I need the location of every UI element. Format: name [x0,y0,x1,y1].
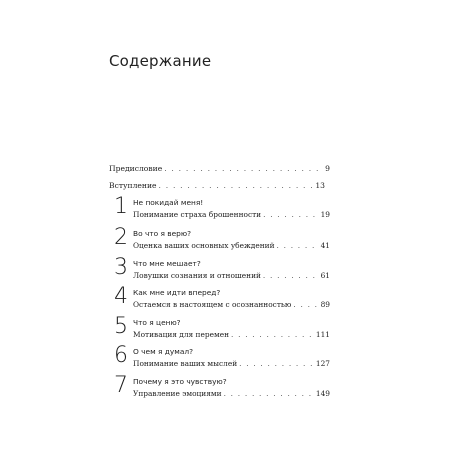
chapter-subtitle: Мотивация для перемен [133,330,229,339]
chapter-page: 127 [315,359,330,368]
chapter-title: Во что я верю? [133,229,192,238]
chapter-subtitle: Понимание ваших мыслей [133,359,238,368]
dot-leader [231,330,314,340]
dot-leader [164,164,323,173]
chapter-page: 111 [315,330,330,339]
dot-leader [263,271,319,281]
dot-leader [224,389,314,399]
chapter-subtitle-row [133,359,330,369]
chapter-page: 149 [315,389,330,398]
page-title: Содержание [109,52,212,70]
toc-chapter-5 [114,314,330,348]
dot-leader [263,210,318,220]
chapter-subtitle: Ловушки сознания и отношений [133,271,261,280]
toc-chapter-3 [114,255,330,289]
chapter-subtitle-row [133,241,330,251]
chapter-subtitle-row [133,330,330,340]
toc-entry-label: Вступление [109,181,157,190]
toc-entry-page: 9 [325,164,330,173]
chapter-title: Что мне мешает? [133,259,201,268]
toc-entry-label: Предисловие [109,164,163,173]
chapter-number: 2 [114,225,128,250]
toc-entry-introduction [109,181,325,190]
toc-entry-preface [109,164,330,173]
chapter-subtitle-row [133,300,330,310]
toc-chapter-7 [114,373,330,407]
chapter-title: О чем я думал? [133,347,194,356]
dot-leader [159,181,314,190]
toc-chapter-4 [114,284,330,318]
chapter-subtitle: Оценка ваших основных убеждений [133,241,275,250]
chapter-subtitle-row [133,271,330,281]
dot-leader [239,359,314,369]
chapter-subtitle: Остаемся в настоящем с осознанностью [133,300,292,309]
chapter-number: 3 [114,255,128,280]
chapter-page: 89 [320,300,330,309]
chapter-subtitle-row [133,210,330,220]
chapter-page: 41 [320,241,330,250]
chapter-number: 7 [114,373,128,398]
chapter-title: Что я ценю? [133,318,181,327]
chapter-title: Как мне идти вперед? [133,288,221,297]
dot-leader [277,241,319,251]
chapter-number: 6 [114,343,128,368]
toc-chapter-6 [114,343,330,377]
toc-chapter-2 [114,225,330,259]
toc-chapter-1 [114,194,330,228]
chapter-title: Не покидай меня! [133,198,204,207]
chapter-subtitle: Управление эмоциями [133,389,222,398]
dot-leader [293,300,318,310]
chapter-title: Почему я это чувствую? [133,377,227,386]
chapter-number: 1 [114,194,128,219]
chapter-subtitle: Понимание страха брошенности [133,210,262,219]
chapter-number: 4 [114,284,128,309]
toc-entry-page: 13 [315,181,325,190]
chapter-page: 19 [320,210,330,219]
chapter-subtitle-row [133,389,330,399]
chapter-number: 5 [114,314,128,339]
chapter-page: 61 [320,271,330,280]
